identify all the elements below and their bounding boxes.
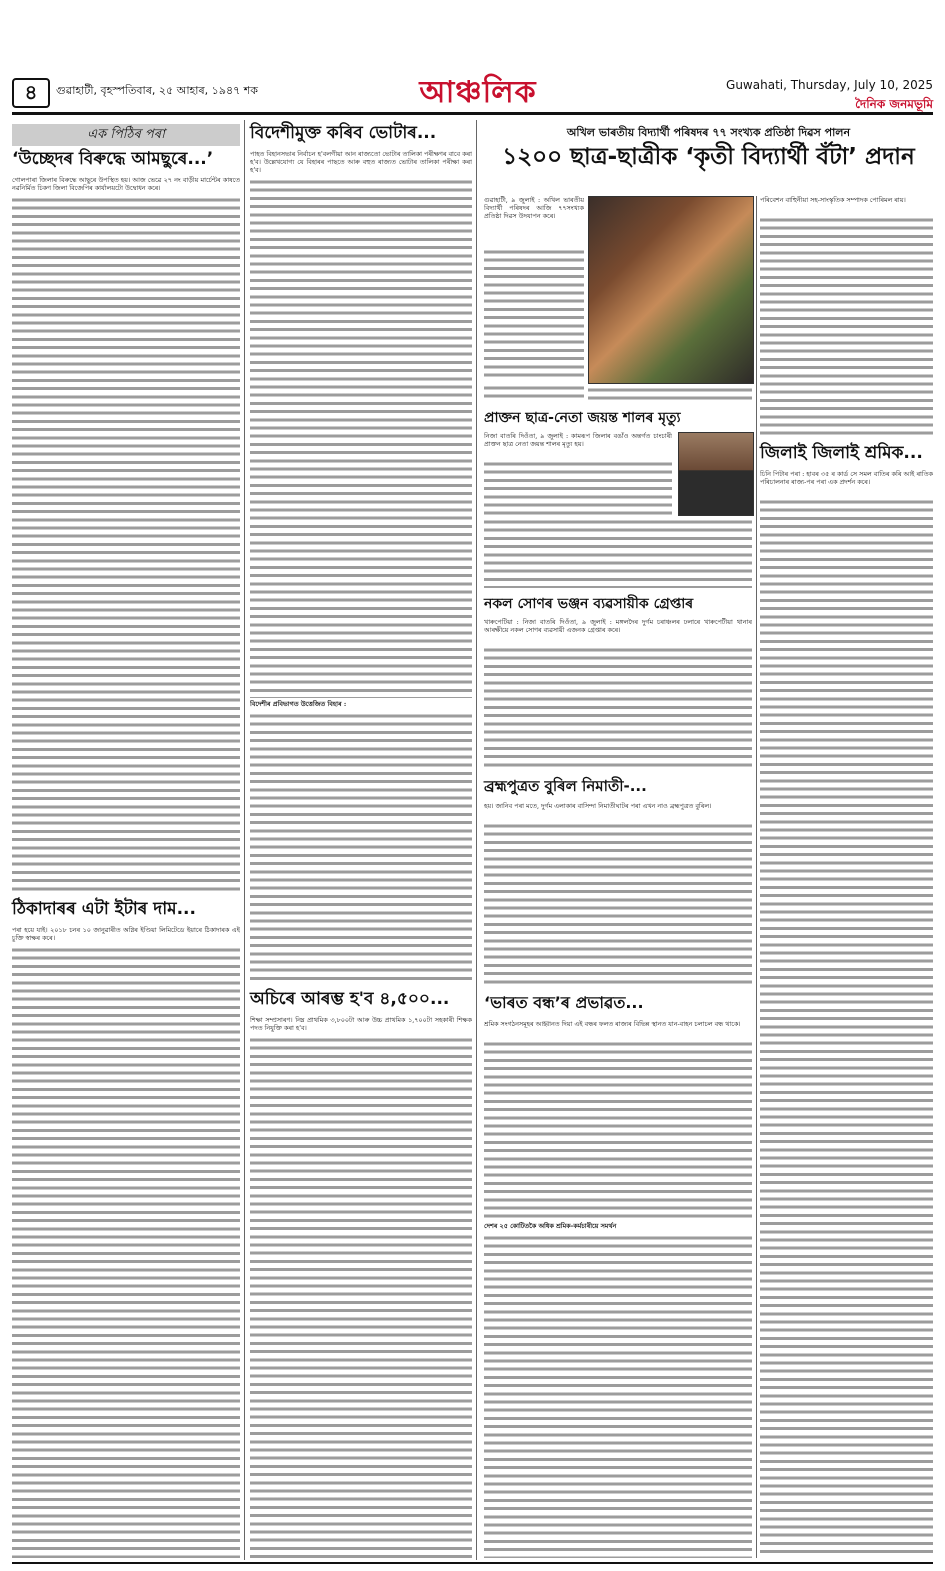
headline: নকল সোণৰ ভঞ্জন ব্যৱসায়ীক গ্ৰেপ্তাৰ	[484, 596, 694, 612]
article-body	[484, 518, 752, 588]
article-body	[484, 384, 584, 402]
article-body	[250, 178, 472, 698]
header-rule	[12, 112, 933, 115]
section-title: আঞ্চলিক	[419, 75, 537, 110]
page-number: ৪	[12, 78, 50, 108]
top-kicker: অখিল ভাৰতীয় বিদ্যাৰ্থী পৰিষদৰ ৭৭ সংখ্যক প্ৰতিষ্ঠা দিৱস পালন	[566, 126, 851, 139]
article-lead: গোলপাৰা জিলাৰ বিৰুদ্ধে আছুৰে উপস্থিত হয়। আজ ভেৱে ২৭ নং বাড়ীয় মাৰ্চেন্টৰ কাষতে নৱনিৰ্মিত চিকণ জিলা বিজেপিৰ কাৰ্যালয়টো উদ্বোধন কৰে।	[12, 176, 240, 193]
article-body	[760, 498, 933, 1558]
article-lead: পৰা হয়ে যাই। ২০১৮ চনৰ ১০ জানুৱাৰীত অগ্নিৰ ইণ্ডিয়া লিমিটেডে ইয়াৰে ঠিকাদাৰক এই চুক্তি স্বাক্ষৰ কৰে।	[12, 926, 240, 943]
headline: প্ৰাক্তন ছাত্ৰ-নেতা জয়ন্ত শালৰ মৃত্যু	[484, 410, 681, 426]
article-body	[250, 1036, 472, 1558]
article-lead: খাৰুপেটিয়া : নিজা বাতৰি দিওঁতা, ৯ জুলাই : মঙ্গলদৈৰ দুৰ্গম চৰাঞ্চলৰ ঢলাৰে খাৰুপেটীয়া থানাৰ আৰক্ষীয়ে নকল সোণৰ ব্যৱসায়ী এজনক গ্ৰেপ্তাৰ কৰে।	[484, 618, 752, 635]
article-body	[484, 460, 672, 516]
subhead: দেশৰ ২৫ কোটিতকৈ অধিক শ্ৰমিক-কৰ্মচাৰীয়ে সমৰ্থন	[484, 1222, 617, 1230]
article-lead: শিক্ষা সম্প্ৰসাৰণ। নিম্ন প্ৰাথমিক ৩,৮০০টা আৰু উচ্চ প্ৰাথমিক ১,৭০০টা সহকাৰী শিক্ষক পদত নিযুক্তি কৰা হ'ব।	[250, 1016, 472, 1033]
article-lead: শ্ৰমিক সংগঠনসমূহৰ আহ্বানত দিয়া এই বন্ধৰ ফলত ৰাজ্যৰ বিভিন্ন স্থানত যান-বাহন চলাচল বন্ধ থাকে।	[484, 1020, 741, 1028]
article-body	[250, 712, 472, 982]
article-lead: পৰিবেশন বাহুিনীয়া সহ-সাংস্কৃতিক সম্পাদক পোৰিমল ৰায়।	[760, 196, 906, 204]
article-body	[484, 1234, 752, 1558]
date-local: গুৱাহাটী, বৃহস্পতিবাৰ, ২৫ আহাৰ, ১৯৪৭ শক	[56, 84, 258, 97]
article-lead: নিজা বাতৰি দিওঁতা, ৯ জুলাই : কামৰূপ জিলাৰ বঙাঁও অন্তৰ্গত চাংচাৰী প্ৰাক্তন ছাত্ৰ নেতা জয়ন্ত শালৰ মৃত্যু হয়।	[484, 432, 672, 449]
article-body	[484, 646, 752, 770]
headline: বিদেশীমুক্ত কৰিব ভোটাৰ...	[250, 123, 437, 143]
portrait-photo	[678, 432, 754, 516]
article-body	[484, 248, 584, 378]
column-divider	[476, 120, 477, 1560]
footer-rule	[12, 1562, 933, 1564]
photo-caption	[588, 386, 752, 402]
headline: অচিৰে আৰম্ভ হ'ব ৪,৫০০...	[250, 989, 450, 1009]
column-divider	[756, 196, 757, 1558]
article-body	[760, 216, 933, 436]
headline: জিলাই জিলাই শ্ৰমিক...	[760, 443, 923, 463]
section-kicker: এক পিঠিৰ পৰা	[12, 124, 240, 146]
headline: ‘ভাৰত বন্ধ’ৰ প্ৰভাৱত...	[484, 993, 644, 1012]
paper-name: দৈনিক জনমভূমি	[855, 97, 933, 111]
article-lead: পাহত বিহানসভাৰ নিৰ্বাচন হ'বলগীয়া আন ৰাজ্যতো ভোটাৰ তালিকা পৰীক্ষণৰ বাবে কৰা হ'ব। উল্লেখযোগ্য যে বিহাৰৰ পাছতে আৰু বহুত ৰাজ্যত ভোটাৰ তালিকা পৰীক্ষা কৰা হ'ব।	[250, 150, 472, 175]
headline: ঠিকাদাৰৰ এটা ইটাৰ দাম...	[12, 899, 196, 919]
article-body	[484, 1040, 752, 1220]
masthead	[0, 0, 945, 116]
event-photo	[588, 196, 754, 384]
article-lead: গুৱাহাটী, ৯ জুলাই : অখিল ভাৰতীয় বিদ্যাৰ্থী পৰিষদৰ আজি ৭৭সংখ্যক প্ৰতিষ্ঠা দিৱস উদযাপন কৰে।	[484, 196, 584, 221]
article-body	[12, 946, 240, 1558]
date-english: Guwahati, Thursday, July 10, 2025	[726, 78, 933, 92]
article-body	[484, 822, 752, 986]
banner-headline: ১২০০ ছাত্ৰ-ছাত্ৰীক ‘কৃতী বিদ্যাৰ্থী বঁটা’ প্ৰদান	[502, 144, 915, 170]
column-divider	[244, 120, 245, 1560]
headline: ‘উচ্ছেদৰ বিৰুদ্ধে আমছুৰে...’	[12, 149, 214, 169]
article-lead: চিনি পিটাৰ পৰা : হাবৰ ৩৫ ৰ কাৰ্ড সে সমল বাতিৰ কৰি আই ৰাতিক পৰিচালনাৰ ৰাজ্য-পৰ পৰা এক প্ৰদৰ্শন কৰে।	[760, 470, 933, 487]
article-body	[12, 196, 240, 892]
headline: ব্ৰহ্মপুত্ৰত বুৰিল নিমাতী-...	[484, 777, 647, 795]
subhead: বিদেশীৰ প্ৰবিভাগত উত্তেজিত বিহাৰ :	[250, 700, 347, 708]
article-lead: হয়। জানিব পৰা মতে, দুৰ্গম এলাকাৰ বাসিন্দা নিমাতীঘাটৰ পৰা এখন নাও ব্ৰহ্মপুত্ৰত বুৰিল।	[484, 802, 712, 810]
